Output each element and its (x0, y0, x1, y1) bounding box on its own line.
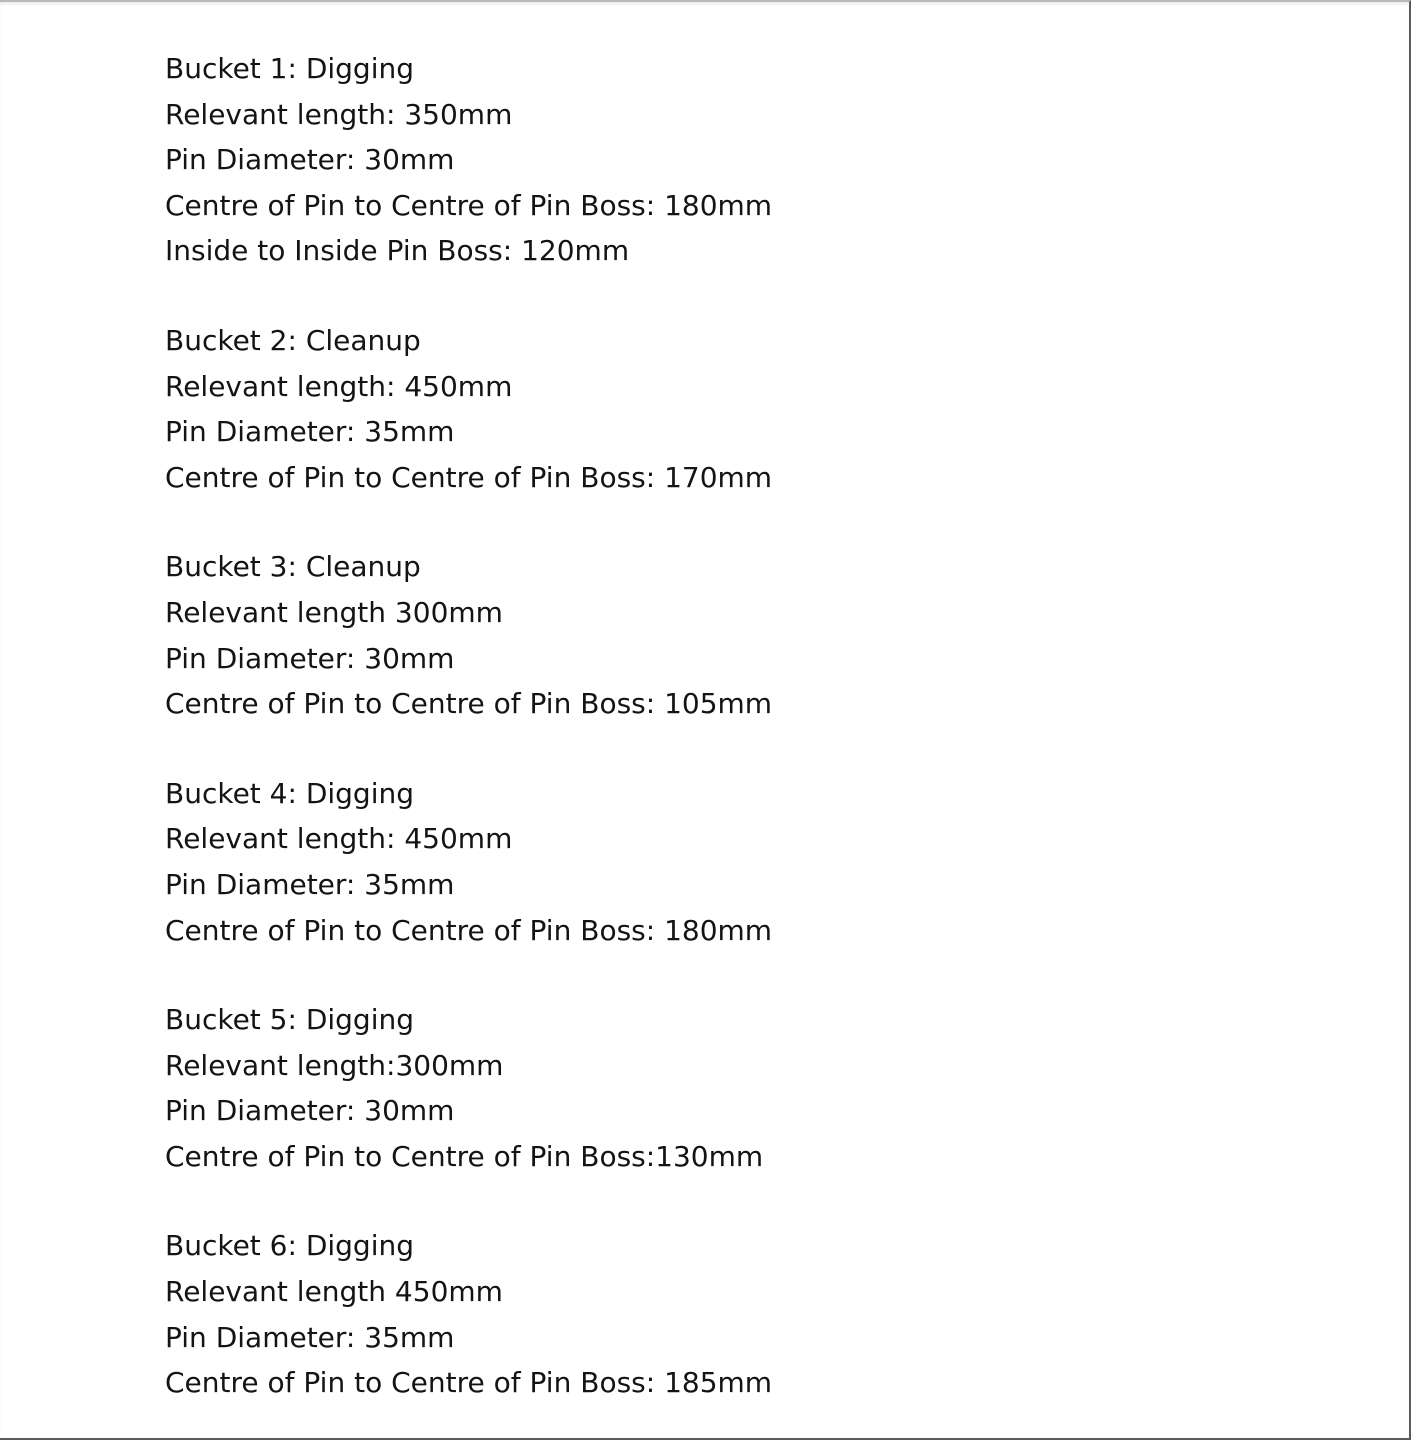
pin-to-boss-line: Centre of Pin to Centre of Pin Boss: 185mm (165, 1366, 773, 1400)
pin-to-boss-line: Centre of Pin to Centre of Pin Boss: 170mm (165, 460, 773, 494)
pin-diameter-line: Pin Diameter: 35mm (165, 867, 455, 901)
bucket-2-spec (165, 318, 1265, 500)
bucket-heading: Bucket 5: Digging (165, 1003, 415, 1037)
relevant-length-line: Relevant length:300mm (165, 1048, 504, 1082)
inside-pin-boss-line: Inside to Inside Pin Boss: 120mm (165, 234, 630, 268)
pin-diameter-line: Pin Diameter: 30mm (165, 1094, 455, 1128)
bucket-heading: Bucket 1: Digging (165, 52, 415, 85)
pin-to-boss-line: Centre of Pin to Centre of Pin Boss: 180mm (165, 913, 773, 947)
bucket-5-spec (165, 997, 1265, 1179)
relevant-length-line: Relevant length 450mm (165, 1275, 503, 1309)
bucket-heading: Bucket 6: Digging (165, 1229, 415, 1263)
bucket-heading: Bucket 4: Digging (165, 776, 415, 810)
pin-diameter-line: Pin Diameter: 35mm (165, 1320, 455, 1354)
pin-diameter-line: Pin Diameter: 30mm (165, 641, 455, 675)
bucket-6-spec (165, 1223, 1265, 1405)
document-body (165, 46, 1265, 1406)
relevant-length-line: Relevant length: 450mm (165, 369, 513, 403)
pin-to-boss-line: Centre of Pin to Centre of Pin Boss:130mm (165, 1139, 764, 1173)
pin-diameter-line: Pin Diameter: 30mm (165, 143, 455, 177)
pin-to-boss-line: Centre of Pin to Centre of Pin Boss: 105mm (165, 687, 773, 721)
bucket-4-spec (165, 771, 1265, 953)
relevant-length-line: Relevant length: 350mm (165, 97, 513, 131)
bucket-heading: Bucket 3: Cleanup (165, 550, 421, 584)
pin-to-boss-line: Centre of Pin to Centre of Pin Boss: 180mm (165, 188, 773, 222)
relevant-length-line: Relevant length 300mm (165, 595, 503, 629)
pin-diameter-line: Pin Diameter: 35mm (165, 415, 455, 449)
bucket-1-spec (165, 46, 1265, 274)
relevant-length-line: Relevant length: 450mm (165, 822, 513, 856)
bucket-3-spec (165, 544, 1265, 726)
bucket-heading: Bucket 2: Cleanup (165, 323, 421, 357)
